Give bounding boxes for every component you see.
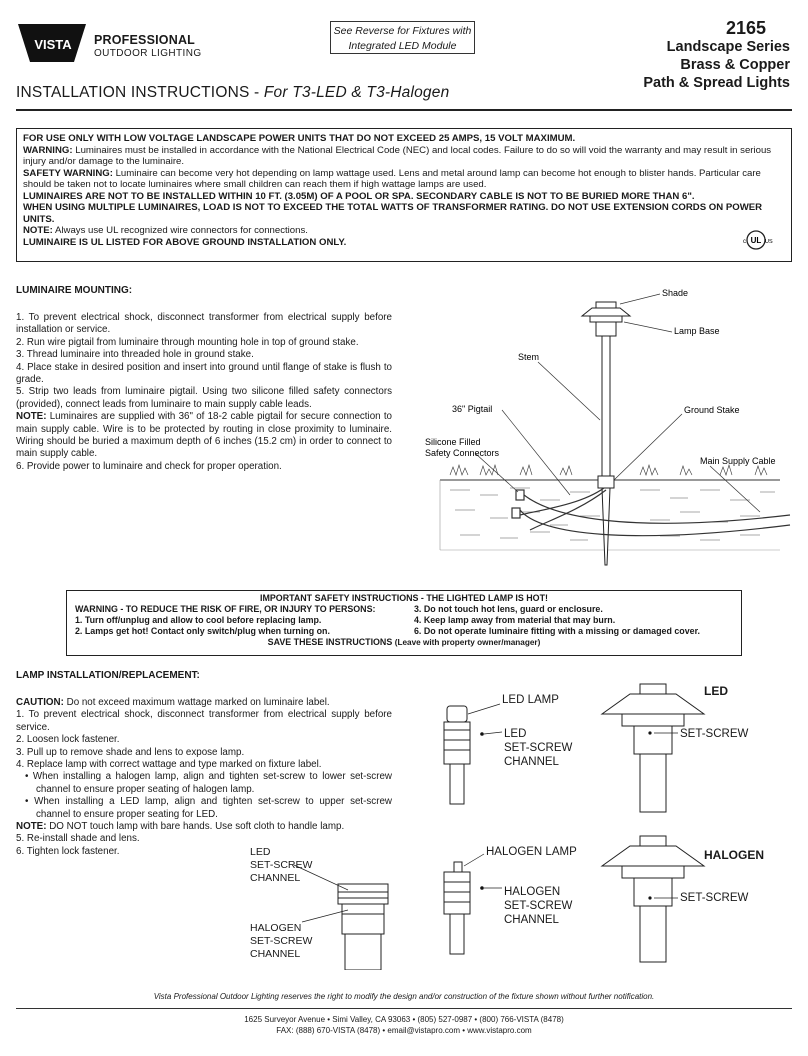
important-left-1: WARNING - TO REDUCE THE RISK OF FIRE, OR INJURY TO PERSONS: — [75, 604, 376, 614]
important-right-2: 4. Keep lamp away from material that may burn. — [413, 615, 616, 625]
safety-warning-paragraph — [23, 168, 785, 191]
label-connectors-line-2: Safety Connectors — [425, 448, 500, 458]
save-instructions-main: SAVE THESE INSTRUCTIONS — [267, 637, 395, 647]
important-title: IMPORTANT SAFETY INSTRUCTIONS - THE LIGHTED LAMP IS HOT! — [260, 593, 548, 603]
label-led-channel-1: LED — [504, 728, 527, 740]
mounting-step-2: 2. Run wire pigtail from luminaire through mounting hole in top of ground stake. — [16, 336, 359, 348]
mounting-diagram — [420, 280, 800, 580]
important-right-column — [414, 604, 733, 637]
warning-paragraph — [23, 145, 785, 168]
ul-listed-icon — [739, 229, 773, 251]
ul-ul: UL — [750, 236, 762, 245]
series-line-3: Path & Spread Lights — [643, 75, 790, 91]
note-label: NOTE: — [23, 225, 53, 236]
wires-illustration — [512, 488, 790, 536]
lamp-step-5: 5. Re-install shade and lens. — [16, 833, 140, 845]
led-fixture-illustration — [602, 684, 704, 812]
mounting-note — [16, 411, 392, 461]
label-pigtail: 36" Pigtail — [452, 404, 493, 414]
vista-logo — [16, 18, 90, 66]
important-right-1: 3. Do not touch hot lens, guard or enclosure. — [413, 604, 603, 614]
halogen-lamp-illustration — [444, 862, 470, 954]
ul-us: US — [765, 239, 773, 245]
mounting-step-6: 6. Provide power to luminaire and check for proper operation. — [16, 460, 282, 472]
footer-disclaimer: Vista Professional Outdoor Lighting reserves the right to modify the design and/or construction of the fixture shown without further notification. — [153, 992, 655, 1001]
warning-line-multiple: WHEN USING MULTIPLE LUMINAIRES, LOAD IS NOT TO EXCEED THE TOTAL WATTS OF TRANSFORMER RATING. DO NOT USE EXTENSION CORDS ON POWER UNITS. — [23, 202, 763, 225]
lamp-step-1: 1. To prevent electrical shock, disconnect transformer from electrical supply before service. — [16, 709, 392, 733]
safety-warning-label: SAFETY WARNING: — [23, 167, 113, 179]
label-halogen-lamp: HALOGEN LAMP — [486, 846, 577, 858]
footer-contact: FAX: (888) 670-VISTA (8478) • email@vistapro.com • www.vistapro.com — [276, 1026, 532, 1035]
mounting-steps — [16, 312, 392, 473]
footer-address: 1625 Surveyor Avenue • Simi Valley, CA 93063 • (805) 527-0987 • (800) 766-VISTA (8478) — [244, 1015, 564, 1024]
lamp-bullet-2: • When installing a LED lamp, align and tighten set-screw to upper set-screw channel to ensure proper seating for LED. — [25, 796, 392, 820]
label-mid-halogen-3: CHANNEL — [250, 948, 301, 960]
label-main-supply-cable: Main Supply Cable — [700, 456, 776, 466]
model-number: 2165 — [725, 18, 766, 38]
lamp-caution-label: CAUTION: — [16, 697, 64, 708]
warning-label: WARNING: — [23, 144, 73, 156]
page-title — [16, 84, 449, 102]
series-title — [590, 38, 790, 92]
save-instructions — [75, 637, 733, 648]
lamp-step-6: 6. Tighten lock fastener. — [16, 845, 120, 857]
label-shade: Shade — [662, 288, 689, 298]
lamp-caution-text: Do not exceed maximum wattage marked on luminaire label. — [63, 697, 330, 708]
footer-divider — [16, 1008, 792, 1009]
save-instructions-small: (Leave with property owner/manager) — [394, 638, 541, 647]
mounting-note-label: NOTE: — [16, 411, 47, 423]
note-paragraph — [23, 225, 785, 237]
lamp-step-2: 2. Loosen lock fastener. — [16, 734, 120, 746]
fixture-illustration — [582, 302, 630, 565]
mounting-step-3: 3. Thread luminaire into threaded hole in ground stake. — [16, 349, 254, 361]
base-detail-illustration — [338, 884, 388, 970]
safety-warning-text: Luminaire can become very hot depending on lamp wattage used. Lens and metal around lamp can become hot enough to blister hands. Particular care should be taken not to locate luminaires where small children can reach them if high wattage lamps are used. — [23, 167, 761, 190]
important-safety-box — [66, 590, 742, 656]
note-text: Always use UL recognized wire connectors for connections. — [52, 225, 308, 236]
label-mid-halogen-2: SET-SCREW — [250, 935, 313, 947]
label-mid-led-2: SET-SCREW — [250, 859, 313, 871]
led-lamp-illustration — [444, 706, 470, 804]
mounting-title: LUMINAIRE MOUNTING: — [16, 285, 133, 296]
label-set-screw-halogen: SET-SCREW — [680, 892, 749, 904]
warning-box — [16, 128, 792, 262]
important-left-2: 1. Turn off/unplug and allow to cool before replacing lamp. — [75, 615, 322, 625]
mounting-step-5: 5. Strip two leads from luminaire pigtail. Using two silicone filled safety connectors (provided), connect leads from luminaire to main supply cable leads. — [16, 386, 392, 410]
warning-line-pool: LUMINAIRES ARE NOT TO BE INSTALLED WITHIN 10 FT. (3.05M) OF A POOL OR SPA. SECONDARY CABLE IS NOT TO BE BURIED MORE THAN 6". — [23, 190, 695, 202]
lamp-note-label: NOTE: — [16, 821, 47, 833]
important-left-3: 2. Lamps get hot! Contact only switch/plug when turning on. — [75, 626, 330, 636]
label-halogen-channel-2: SET-SCREW — [504, 900, 573, 912]
mounting-step-1: 1. To prevent electrical shock, disconnect transformer from electrical supply before installation or service. — [16, 312, 392, 336]
brand-professional: PROFESSIONAL — [94, 33, 196, 47]
label-set-screw-led: SET-SCREW — [680, 728, 749, 740]
page-title-prefix: INSTALLATION INSTRUCTIONS - — [16, 84, 264, 101]
label-led-lamp: LED LAMP — [502, 694, 559, 706]
heading-halogen: HALOGEN — [704, 848, 764, 862]
warning-line-power: FOR USE ONLY WITH LOW VOLTAGE LANDSCAPE POWER UNITS THAT DO NOT EXCEED 25 AMPS, 15 VOLT MAXIMUM. — [23, 133, 576, 144]
warning-text: Luminaires must be installed in accordance with the National Electrical Code (NEC) and local codes. Failure to do so will void the warranty and may result in serious injury and/or damage to the luminaire. — [23, 144, 772, 167]
warning-line-ul: LUMINAIRE IS UL LISTED FOR ABOVE GROUND INSTALLATION ONLY. — [23, 236, 347, 248]
heading-led: LED — [704, 684, 728, 698]
brand-outdoor-lighting: OUTDOOR LIGHTING — [94, 48, 202, 59]
ul-c: c — [743, 239, 746, 245]
label-led-channel-3: CHANNEL — [504, 756, 559, 768]
label-mid-led-1: LED — [250, 846, 271, 858]
important-columns — [75, 604, 733, 637]
important-left-column — [75, 604, 414, 637]
mounting-note-text: Luminaires are supplied with 36" of 18-2 cable pigtail for secure connection to main supply cable. Wire is to be protected by routing in close proximity to luminaire. Wiring should be buried a maximum depth of 6 inches (15.2 cm) in order to connect to main supply cable. — [16, 411, 392, 460]
header-divider — [16, 109, 792, 111]
label-connectors-line-1: Silicone Filled — [425, 437, 481, 447]
label-halogen-channel-3: CHANNEL — [504, 914, 559, 926]
series-line-2: Brass & Copper — [680, 57, 790, 73]
see-reverse-note: See Reverse for Fixtures with Integrated LED Module — [330, 21, 475, 54]
lamp-note-text: DO NOT touch lamp with bare hands. Use soft cloth to handle lamp. — [46, 821, 345, 833]
label-stem: Stem — [518, 352, 540, 362]
label-halogen-channel-1: HALOGEN — [504, 886, 561, 898]
logo-text: VISTA — [34, 37, 72, 52]
label-lamp-base: Lamp Base — [674, 326, 720, 336]
page-title-italic: For T3-LED & T3-Halogen — [263, 84, 450, 101]
label-mid-halogen-1: HALOGEN — [250, 922, 302, 934]
label-mid-led-3: CHANNEL — [250, 872, 301, 884]
label-ground-stake: Ground Stake — [684, 405, 740, 415]
important-right-3: 6. Do not operate luminaire fitting with a missing or damaged cover. — [413, 626, 700, 636]
lamp-bullet-1: • When installing a halogen lamp, align and tighten set-screw to lower set-screw channel to ensure proper seating of halogen lamp. — [25, 771, 392, 795]
lamp-title: LAMP INSTALLATION/REPLACEMENT: — [16, 670, 200, 681]
lamp-step-3: 3. Pull up to remove shade and lens to expose lamp. — [16, 746, 245, 758]
label-led-channel-2: SET-SCREW — [504, 742, 573, 754]
mounting-step-4: 4. Place stake in desired position and insert into ground until flange of stake is flush to grade. — [16, 361, 392, 386]
lamp-diagram — [230, 670, 808, 970]
lamp-step-4: 4. Replace lamp with correct wattage and type marked on fixture label. — [16, 759, 322, 771]
series-line-1: Landscape Series — [666, 39, 790, 55]
